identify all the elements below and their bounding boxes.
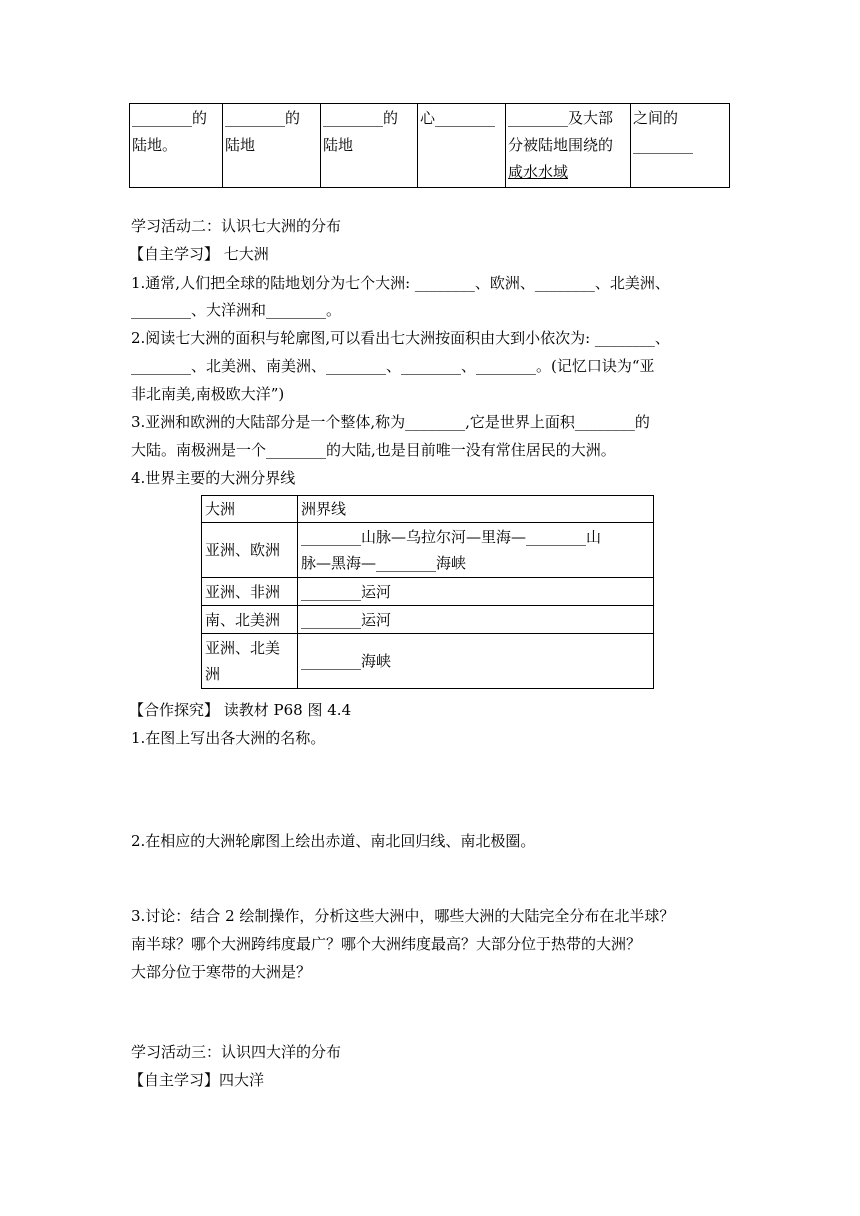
cell-text: ________的 <box>323 109 399 127</box>
question-1-line-2: ________、大洋洲和________。 <box>131 301 342 319</box>
cell-text: 陆地 <box>323 136 354 154</box>
question-2-line-1: 2.阅读七大洲的面积与轮廓图,可以看出七大洲按面积由大到小依次为: ________、 <box>131 329 670 347</box>
activity3-heading: 学习活动三：认识四大洋的分布 <box>131 1043 342 1061</box>
row-continent: 亚洲、非洲 <box>202 578 298 606</box>
question-4: 4.世界主要的大洲分界线 <box>131 469 296 487</box>
activity2-heading: 学习活动二：认识七大洲的分布 <box>131 217 342 235</box>
oceans-definition-table <box>129 103 730 188</box>
cell-text: 陆地 <box>225 136 256 154</box>
coop-question-1: 1.在图上写出各大洲的名称。 <box>131 729 326 747</box>
table-row <box>202 523 654 578</box>
table-cell <box>631 104 730 188</box>
table-row <box>202 606 654 634</box>
question-3-line-2: 大陆。南极洲是一个________的大陆,也是目前唯一没有常住居民的大洲。 <box>131 441 616 459</box>
cell-text: 陆地。 <box>132 136 178 154</box>
table-cell <box>130 104 223 188</box>
coop-question-3-line-3: 大部分位于寒带的大洲是？ <box>131 963 312 981</box>
row-continent <box>202 634 298 689</box>
question-2-line-3: 非北南美,南极欧大洋”) <box>131 385 285 403</box>
row-continent: 亚洲、欧洲 <box>202 523 298 578</box>
continent-text: 亚洲、北美 <box>205 639 281 657</box>
table-cell <box>418 104 506 188</box>
table-cell <box>321 104 418 188</box>
continent-boundary-table <box>201 495 654 689</box>
cell-text: 之间的 <box>633 109 679 127</box>
table-header-row <box>202 496 654 523</box>
table-cell <box>223 104 321 188</box>
cell-text: 分被陆地围绕的 <box>508 136 614 154</box>
cell-text: ________的 <box>225 109 301 127</box>
question-2-line-2: ________、北美洲、南美洲、________、________、________。(记忆口诀为“亚 <box>131 357 655 375</box>
row-boundary: ________海峡 <box>298 634 654 689</box>
coop-question-3-line-1: 3.讨论：结合 2 绘制操作，分析这些大洲中，哪些大洲的大陆完全分布在北半球？ <box>131 907 675 925</box>
coop-question-2: 2.在相应的大洲轮廓图上绘出赤道、南北回归线、南北极圈。 <box>131 832 536 850</box>
row-boundary: ________运河 <box>298 606 654 634</box>
boundary-text: 脉—黑海—________海峡 <box>301 554 467 572</box>
cell-text: ________的 <box>132 109 208 127</box>
cell-text: ________ <box>633 136 693 154</box>
question-1-line-1: 1.通常,人们把全球的陆地划分为七个大洲: ________、欧洲、________、北美洲、 <box>131 274 670 292</box>
header-continent: 大洲 <box>202 496 298 523</box>
row-boundary <box>298 523 654 578</box>
activity3-self-study: 【自主学习】四大洋 <box>129 1071 265 1089</box>
cell-text: 咸水水域 <box>508 163 569 181</box>
boundary-text: ________山脉—乌拉尔河—里海—________山 <box>301 528 602 546</box>
header-boundary: 洲界线 <box>298 496 654 523</box>
cell-text: 心________ <box>420 109 496 127</box>
question-3-line-1: 3.亚洲和欧洲的大陆部分是一个整体,称为________,它是世界上面积________的 <box>131 413 650 431</box>
table-row <box>202 634 654 689</box>
row-continent: 南、北美洲 <box>202 606 298 634</box>
row-boundary: ________运河 <box>298 578 654 606</box>
cell-text: ________及大部 <box>508 109 614 127</box>
table-row <box>130 104 730 188</box>
activity2-self-study: 【自主学习】 七大洲 <box>129 245 269 263</box>
coop-heading: 【合作探究】 读教材 P68 图 4.4 <box>129 701 352 719</box>
coop-question-3-line-2: 南半球？哪个大洲跨纬度最广？哪个大洲纬度最高？大部分位于热带的大洲？ <box>131 935 642 953</box>
table-row <box>202 578 654 606</box>
table-cell <box>506 104 631 188</box>
continent-text: 洲 <box>205 665 221 683</box>
